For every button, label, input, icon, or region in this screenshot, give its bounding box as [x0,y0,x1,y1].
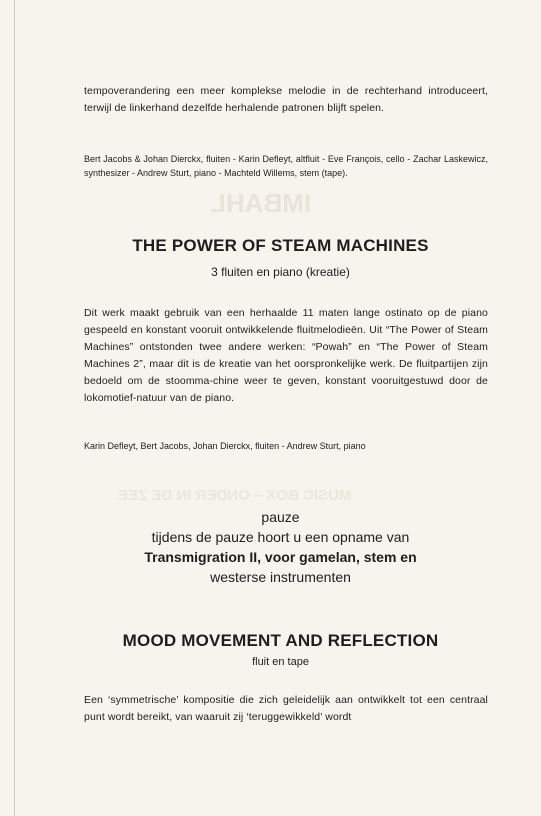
intro-credits: Bert Jacobs & Johan Dierckx, fluiten - Karin Defleyt, altfluit - Eve François, cello - Zachar Laskewicz, synthesizer - Andrew Sturt, piano - Machteld Willems, stem (tape). [84,154,488,178]
pauze-line-3: westerse instrumenten [210,569,351,585]
bleed-through-text: MUSIC BOX – ONDER IN DE ZEE [118,487,352,504]
work-title-mood-movement: MOOD MOVEMENT AND REFLECTION [122,631,439,650]
work-subtitle-mood-movement: fluit en tape [252,656,309,668]
pauze-line-2: Transmigration II, voor gamelan, stem en [144,549,417,565]
page-edge-line [14,0,15,816]
pauze-heading: pauze [261,509,300,525]
work-subtitle-steam-machines: 3 fluiten en piano (kreatie) [211,265,350,279]
work-title-steam-machines: THE POWER OF STEAM MACHINES [132,236,429,255]
pauze-line-1: tijdens de pauze hoort u een opname van [151,529,410,545]
work-credits-steam-machines: Karin Defleyt, Bert Jacobs, Johan Dierckx, fluiten - Andrew Sturt, piano [84,441,366,451]
work-description-mood-movement: Een ‘symmetrische’ kompositie die zich geleidelijk aan ontwikkelt tot een centraal punt wordt bereikt, van waaruit zij ‘teruggewikkeld’ wordt [84,694,488,723]
pauze-announcement [60,507,501,587]
bleed-through-text: IMBAHL [210,188,312,218]
work-description-steam-machines: Dit werk maakt gebruik van een herhaalde 11 maten lange ostinato op de piano gespeeld en konstant vooruit ontwikkelende fluitmelodieën. Uit “The Power of Steam Machines” ontstonden twee andere werken: “Powah” en “The Power of Steam Machines 2”, maar dit is de kreatie van het oorspronkelijke werk. De fluitpartijen zijn bedoeld om de stoomma-chine weer te geven, konstant vooruitgestuwd door de lokomotief-natuur van de piano. [84,307,488,404]
intro-paragraph: tempoverandering een meer komplekse melodie in de rechterhand introduceert, terwijl de linkerhand dezelfde herhalende patronen blijft spelen. [84,85,488,114]
